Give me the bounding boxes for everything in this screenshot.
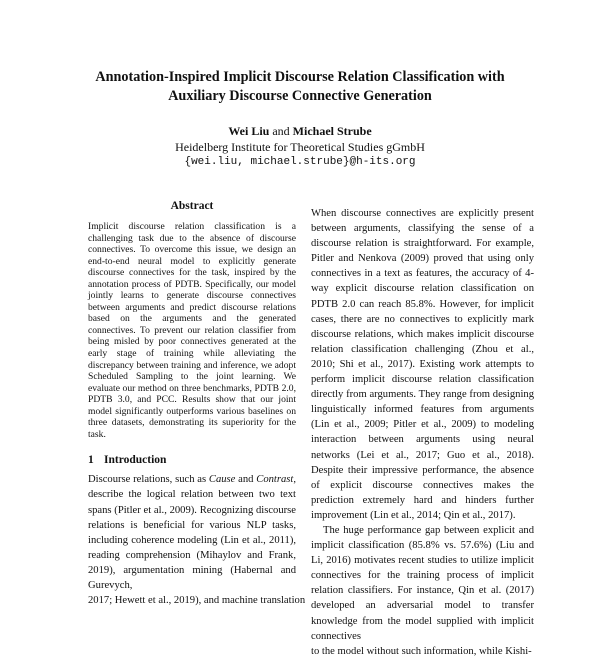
intro-term-cause: Cause xyxy=(208,474,236,486)
intro-text-c: , describe the logical relation between two text spans (Pitler et al., 2009). Recognizing discourse relations is beneficial for various NLP tasks, including coherence modeling (Lin et al., 2011), reading comprehension (Mihaylov and Frank, 2019), argumentation mining (Habernal and Gurevych, xyxy=(88,474,296,592)
abstract-heading: Abstract xyxy=(170,200,214,212)
intro-text-a: Discourse relations, such as xyxy=(88,474,209,486)
right-paragraph-2: The huge performance gap between explicit and implicit classification (85.8% vs. 57.6%) (Liu and Li, 2016) motivates recent studies to utilize implicit connectives for the training process of implicit relation classifiers. For instance, Qin et al. (2017) developed an adversarial model to transfer knowledge from the model supplied with implicit connectives xyxy=(311,524,534,642)
section-heading-introduction xyxy=(88,454,296,466)
paper-title xyxy=(40,68,560,106)
author-block xyxy=(40,124,560,171)
right-column-text xyxy=(311,206,534,659)
author-1: Wei Liu xyxy=(228,124,270,138)
author-and: and xyxy=(272,124,290,138)
section-title: Introduction xyxy=(104,454,167,467)
abstract-text: Implicit discourse relation classification is a challenging task due to the absence of discourse connectives. To overcome this issue, we design an end-to-end neural model to explicitly generate discourse connectives for the task, inspired by the annotation process of PDTB. Specifically, our model jointly learns to generate discourse connectives between arguments and predict discourse relations based on the arguments and the generated connectives. To prevent our relation classifier from being misled by poor connectives generated at the early stage of training while alleviating the discrepancy between training and inference, we adopt Scheduled Sampling to the joint learning. We evaluate our method on three benchmarks, PDTB 2.0, PDTB 3.0, and PCC. Results show that our joint model significantly outperforms various baselines on three datasets, demonstrating its superiority for the task. xyxy=(88,221,296,440)
intro-term-contrast: Contrast xyxy=(256,474,294,486)
author-names xyxy=(40,124,560,140)
right-last-line: to the model without such information, while Kishi- xyxy=(311,645,532,657)
affiliation: Heidelberg Institute for Theoretical Studies gGmbH xyxy=(175,139,425,154)
intro-text-b: and xyxy=(235,474,257,486)
title-line-1: Annotation-Inspired Implicit Discourse Relation Classification with xyxy=(95,69,505,85)
right-column xyxy=(311,206,534,659)
title-line-2: Auxiliary Discourse Connective Generation xyxy=(168,88,432,104)
left-column xyxy=(88,200,306,608)
author-2: Michael Strube xyxy=(292,124,372,138)
right-paragraph-1: When discourse connectives are explicitly present between arguments, classifying the sense of a discourse relation is straightforward. For example, Pitler and Nenkova (2009) proved that using only connectives in a text as features, the accuracy of 4-way explicit discourse relation classification on PDTB 2.0 can reach 85.8%. However, for implicit cases, there are no connectives to explicitly mark discourse relations, which makes implicit discourse relation classification challenging (Zhou et al., 2010; Shi et al., 2017). Existing work attempts to perform implicit discourse relation classification directly from arguments. They range from designing linguistically informed features from arguments (Lin et al., 2009; Pitler et al., 2009) to modeling interaction between arguments using neural networks (Lei et al., 2017; Guo et al., 2018). Despite their impressive performance, the absence of explicit discourse connectives makes the prediction extremely hard and hinders further improvement (Lin et al., 2014; Qin et al., 2017). xyxy=(311,208,534,521)
intro-last-line: 2017; Hewett et al., 2019), and machine translation xyxy=(88,595,306,607)
section-number: 1 xyxy=(88,454,94,467)
author-email: {wei.liu, michael.strube}@h-its.org xyxy=(184,156,416,168)
intro-paragraph-1 xyxy=(88,472,306,608)
